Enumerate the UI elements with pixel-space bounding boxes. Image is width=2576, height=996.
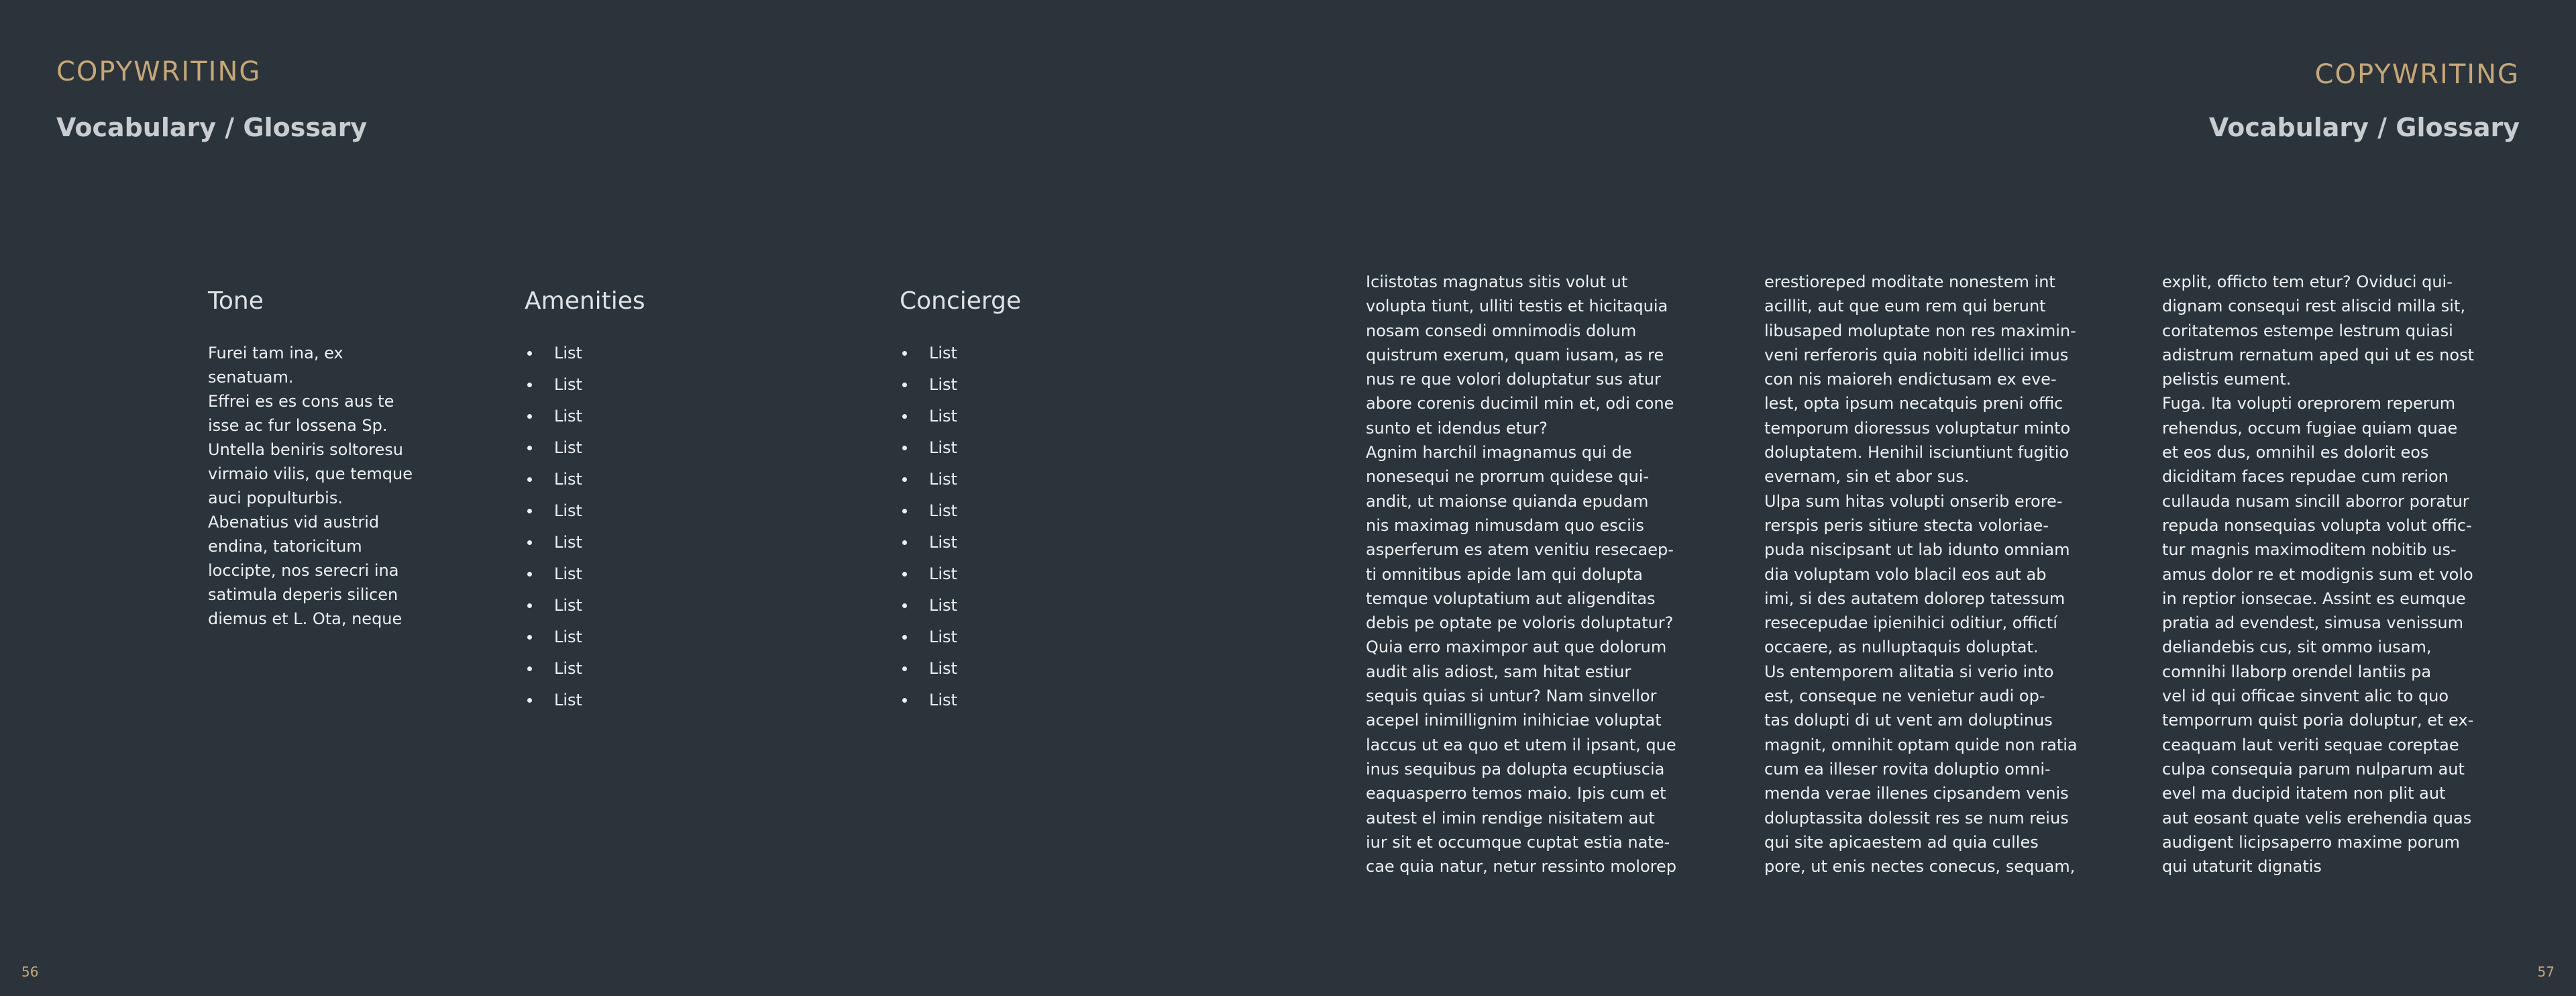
- body-text-line: Us entemporem alitatia si verio into: [1764, 662, 2054, 681]
- body-text-line: dignam consequi rest aliscid milla sit,: [2162, 297, 2466, 316]
- body-text-line: menda verae illenes cipsandem venis: [1764, 784, 2069, 803]
- body-text-line: audigent licipsaperro maxime porum: [2162, 832, 2460, 852]
- body-text-line: acillit, aut que eum rem qui berunt: [1764, 297, 2046, 316]
- amenities-list-item: List: [525, 688, 582, 719]
- body-text-line: magnit, omnihit optam quide non ratia: [1764, 735, 2078, 754]
- body-text-line: rerspis peris sitiure stecta voloriae-: [1764, 515, 2049, 535]
- page-title-right: COPYWRITING: [2314, 59, 2520, 90]
- amenities-heading: Amenities: [525, 287, 645, 315]
- body-text-line: quistrum exerum, quam iusam, as re: [1366, 345, 1664, 364]
- body-text-line: autest el imin rendige nisitatem aut: [1366, 808, 1655, 828]
- tone-body-line: senatuam.: [208, 368, 294, 387]
- body-text-line: explit, officto tem etur? Oviduci qui-: [2162, 272, 2453, 291]
- body-text-line: diciditam faces repudae cum rerion: [2162, 467, 2449, 487]
- body-text-line: Quia erro maximpor aut que dolorum: [1366, 638, 1667, 657]
- tone-body-line: loccipte, nos serecri ina: [208, 561, 399, 580]
- body-text-line: inus sequibus pa dolupta ecuptiuscia: [1366, 759, 1665, 779]
- tone-body-line: endina, tatoricitum: [208, 537, 362, 556]
- body-text-line: pratia ad evendest, simusa venissum: [2162, 613, 2463, 633]
- body-text-column-1: [1366, 270, 1681, 879]
- page-subtitle-right: Vocabulary / Glossary: [2208, 113, 2520, 142]
- body-text-line: asperferum es atem venitiu resecaep-: [1366, 540, 1674, 560]
- amenities-list-item: List: [525, 499, 582, 530]
- concierge-list-item: List: [900, 467, 957, 499]
- body-text-line: puda niscipsant ut lab idunto omniam: [1764, 540, 2070, 560]
- body-text-line: imi, si des autatem dolorep tatessum: [1764, 589, 2065, 608]
- body-text-line: nus re que volori doluptatur sus atur: [1366, 370, 1661, 389]
- amenities-list-item: List: [525, 593, 582, 625]
- tone-heading: Tone: [208, 287, 264, 315]
- body-text-line: occaere, as nulluptaquis doluptat.: [1764, 638, 2039, 657]
- amenities-list-item: List: [525, 436, 582, 467]
- body-text-line: Agnim harchil imagnamus qui de: [1366, 443, 1632, 462]
- body-text-line: Iciistotas magnatus sitis volut ut: [1366, 272, 1628, 291]
- body-text-line: evel ma ducipid itatem non plit aut: [2162, 784, 2446, 803]
- body-text-line: tas dolupti di ut vent am doluptinus: [1764, 711, 2053, 730]
- body-text-line: volupta tiunt, ulliti testis et hicitaquia: [1366, 297, 1668, 316]
- body-text-line: adistrum rernatum aped qui ut es nost: [2162, 345, 2474, 364]
- body-text-line: doluptatem. Henihil isciuntiunt fugitio: [1764, 443, 2070, 462]
- tone-body-line: Abenatius vid austrid: [208, 513, 380, 532]
- body-text-line: eaquasperro temos maio. Ipis cum et: [1366, 784, 1666, 803]
- amenities-list-item: List: [525, 467, 582, 499]
- amenities-list-item: List: [525, 625, 582, 656]
- body-text-line: qui utaturit dignatis: [2162, 857, 2322, 877]
- concierge-list-item: List: [900, 404, 957, 436]
- body-text-line: veni rerferoris quia nobiti idellici imus: [1764, 345, 2069, 364]
- concierge-list-item: List: [900, 625, 957, 656]
- body-text-line: acepel inimillignim inihiciae voluptat: [1366, 711, 1662, 730]
- page-number-right: 57: [2537, 964, 2555, 980]
- body-text-line: temporrum quist poria doluptur, et ex-: [2162, 711, 2474, 730]
- body-text-line: debis pe optate pe voloris doluptatur?: [1366, 613, 1674, 633]
- amenities-list-item: List: [525, 656, 582, 688]
- body-text-line: libusaped moluptate non res maximin-: [1764, 321, 2076, 340]
- body-text-line: vel id qui officae sinvent alic to quo: [2162, 687, 2449, 706]
- amenities-list-item: List: [525, 530, 582, 562]
- tone-body-line: isse ac fur lossena Sp.: [208, 416, 388, 435]
- body-text-column-3: [2162, 270, 2477, 879]
- concierge-list-item: List: [900, 562, 957, 593]
- body-text-line: Fuga. Ita volupti oreprorem reperum: [2162, 394, 2456, 413]
- body-text-line: nonesequi ne prorrum quidese qui-: [1366, 467, 1650, 487]
- body-text-line: sunto et idendus etur?: [1366, 418, 1548, 438]
- body-text-line: aut eosant quate velis erehendia quas: [2162, 808, 2472, 828]
- body-text-line: abore corenis ducimil min et, odi cone: [1366, 394, 1674, 413]
- tone-body: [208, 341, 423, 631]
- body-text-line: lest, opta ipsum necatquis preni offic: [1764, 394, 2063, 413]
- amenities-list-item: List: [525, 404, 582, 436]
- concierge-list: [900, 341, 957, 719]
- tone-body-line: Untella beniris soltoresu: [208, 440, 403, 459]
- body-text-line: evernam, sin et abor sus.: [1764, 467, 1970, 487]
- concierge-list-item: List: [900, 372, 957, 404]
- body-text-line: Ulpa sum hitas volupti onserib erore-: [1764, 491, 2063, 511]
- concierge-heading: Concierge: [900, 287, 1022, 315]
- body-text-line: cullauda nusam sincill aborror poratur: [2162, 491, 2469, 511]
- tone-body-line: satimula deperis silicen: [208, 585, 398, 604]
- page-number-left: 56: [21, 964, 39, 980]
- body-text-line: et eos dus, omnihil es dolorit eos: [2162, 443, 2429, 462]
- tone-body-line: Effrei es es cons aus te: [208, 392, 394, 411]
- body-text-line: con nis maioreh endictusam ex eve-: [1764, 370, 2057, 389]
- body-text-line: ceaquam laut veriti sequae coreptae: [2162, 735, 2459, 754]
- body-text-line: audit alis adiost, sam hitat estiur: [1366, 662, 1631, 681]
- amenities-list-item: List: [525, 372, 582, 404]
- concierge-list-item: List: [900, 436, 957, 467]
- body-text-line: comnihi llaborp orendel lantiis pa: [2162, 662, 2432, 681]
- body-text-line: cum ea illeser rovita doluptio omni-: [1764, 759, 2051, 779]
- body-text-line: amus dolor re et modignis sum et volo: [2162, 564, 2473, 584]
- body-text-line: qui site apicaestem ad quia culles: [1764, 832, 2039, 852]
- body-text-line: pore, ut enis nectes conecus, sequam,: [1764, 857, 2076, 877]
- body-text-line: doluptassita dolessit res se num reius: [1764, 808, 2069, 828]
- body-text-line: repuda nonsequias volupta volut offic-: [2162, 515, 2472, 535]
- body-text-line: coritatemos estempe lestrum quiasi: [2162, 321, 2453, 340]
- concierge-list-item: List: [900, 688, 957, 719]
- concierge-list-item: List: [900, 341, 957, 372]
- concierge-list-item: List: [900, 593, 957, 625]
- body-text-line: est, conseque ne venietur audi op-: [1764, 687, 2045, 706]
- body-text-line: pelistis eument.: [2162, 370, 2292, 389]
- page-title-left: COPYWRITING: [56, 56, 262, 87]
- tone-body-line: virmaio vilis, que temque: [208, 464, 413, 483]
- body-text-line: iur sit et occumque cuptat estia nate-: [1366, 832, 1670, 852]
- amenities-list: [525, 341, 582, 719]
- body-text-line: temporum dioressus voluptatur minto: [1764, 418, 2071, 438]
- body-text-line: laccus ut ea quo et utem il ipsant, que: [1366, 735, 1676, 754]
- body-text-line: resecepudae ipienihici oditiur, offictí: [1764, 613, 2057, 633]
- amenities-list-item: List: [525, 341, 582, 372]
- amenities-list-item: List: [525, 562, 582, 593]
- body-text-line: erestioreped moditate nonestem int: [1764, 272, 2055, 291]
- body-text-line: temque voluptatium aut aligenditas: [1366, 589, 1656, 608]
- tone-body-line: diemus et L. Ota, neque: [208, 609, 402, 628]
- body-text-column-2: [1764, 270, 2080, 879]
- body-text-line: rehendus, occum fugiae quiam quae: [2162, 418, 2458, 438]
- tone-body-line: auci populturbis.: [208, 489, 343, 507]
- body-text-line: dia voluptam volo blacil eos aut ab: [1764, 564, 2047, 584]
- body-text-line: tur magnis maximoditem nobitib us-: [2162, 540, 2457, 560]
- body-text-line: nosam consedi omnimodis dolum: [1366, 321, 1637, 340]
- page-subtitle-left: Vocabulary / Glossary: [56, 113, 368, 142]
- tone-body-line: Furei tam ina, ex: [208, 344, 343, 362]
- concierge-list-item: List: [900, 499, 957, 530]
- body-text-line: cae quia natur, netur ressinto molorep: [1366, 857, 1676, 877]
- body-text-line: deliandebis cus, sit ommo iusam,: [2162, 638, 2432, 657]
- concierge-list-item: List: [900, 656, 957, 688]
- body-text-line: culpa consequia parum nulparum aut: [2162, 759, 2465, 779]
- body-text-line: nis maximag nimusdam quo esciis: [1366, 515, 1644, 535]
- body-text-line: andit, ut maionse quianda epudam: [1366, 491, 1649, 511]
- body-text-line: sequis quias si untur? Nam sinvellor: [1366, 687, 1657, 706]
- body-text-line: in reptior ionsecae. Assint es eumque: [2162, 589, 2466, 608]
- body-text-line: ti omnitibus apide lam qui dolupta: [1366, 564, 1643, 584]
- concierge-list-item: List: [900, 530, 957, 562]
